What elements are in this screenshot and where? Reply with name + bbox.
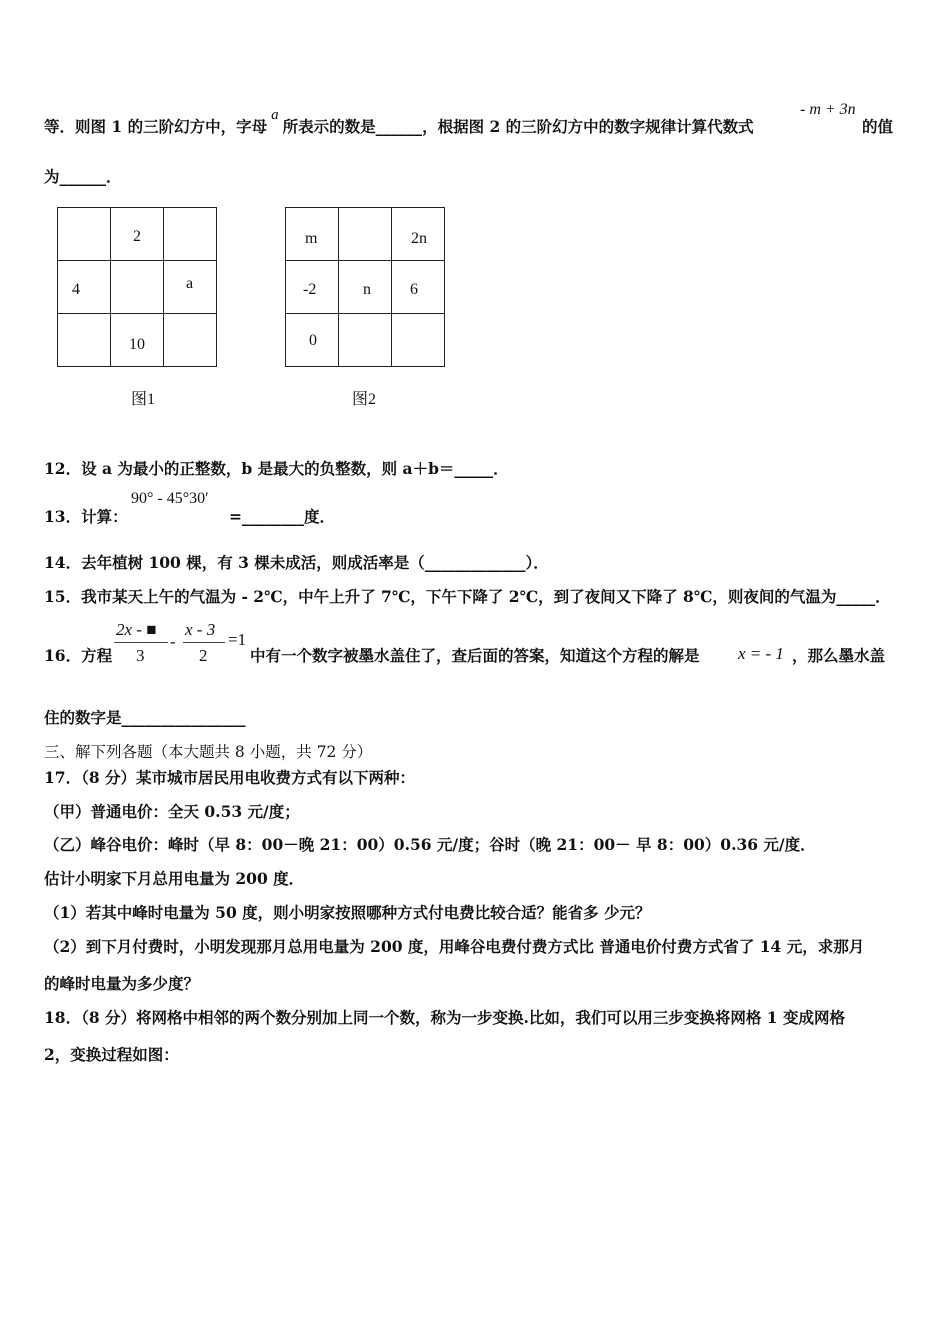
q17-option-2: （乙）峰谷电价：峰时（早 8：00－晚 21：00）0.56 元/度；谷时（晚 21：00－ 早 8：00）0.36 元/度． bbox=[44, 835, 816, 854]
fig1-cell: a bbox=[164, 261, 217, 314]
fig1-cell bbox=[111, 261, 164, 314]
q16-equals-one: =1 bbox=[228, 630, 247, 649]
fig1-caption: 图1 bbox=[131, 391, 156, 408]
q17-estimate: 估计小明家下月总用电量为 200 度． bbox=[44, 869, 305, 888]
q14: 14．去年植树 100 棵，有 3 棵未成活，则成活率是（_____________）． bbox=[44, 553, 549, 572]
q17-option-1: （甲）普通电价：全天 0.53 元/度； bbox=[44, 802, 300, 821]
q17-part-1: （1）若其中峰时电量为 50 度，则小明家按照哪种方式付电费比较合适？能省多 少元？ bbox=[44, 903, 651, 922]
q15: 15．我市某天上午的气温为 - 2℃，中午上升了 7℃，下午下降了 2℃，到了夜间又下降了 8℃，则夜间的气温为_____． bbox=[44, 587, 891, 606]
q16-minus: - bbox=[170, 632, 176, 651]
q12: 12．设 a 为最小的正整数，b 是最大的负整数，则 a＋b＝_____． bbox=[44, 459, 509, 478]
fig2-cell bbox=[339, 314, 392, 367]
q11-expression: - m + 3n bbox=[800, 101, 856, 118]
q16-tail: ，那么墨水盖 bbox=[792, 646, 886, 665]
fig1-cell bbox=[164, 314, 217, 367]
q16-solution: x = - 1 bbox=[738, 644, 784, 663]
fig2-cell: 2n bbox=[392, 208, 445, 261]
q16-denominator-1: 3 bbox=[136, 646, 145, 665]
fig1-cell: 4 bbox=[58, 261, 111, 314]
q16-fraction-bar-1 bbox=[114, 642, 168, 643]
fig2-cell bbox=[392, 314, 445, 367]
q13-label: 13．计算： bbox=[44, 507, 128, 526]
fig2-cell: 0 bbox=[286, 314, 339, 367]
q13-expression: 90° - 45°30′ bbox=[131, 490, 209, 507]
q11-line1 bbox=[44, 107, 754, 137]
q16-numerator-1: 2x - ■ bbox=[116, 620, 157, 639]
q18-line1: 18．（8 分）将网格中相邻的两个数分别加上同一个数，称为一步变换.比如，我们可以用三步变换将网格 1 变成网格 bbox=[44, 1008, 845, 1027]
q17-part-2-cont: 的峰时电量为多少度？ bbox=[44, 974, 200, 993]
q17-head: 17．（8 分）某市城市居民用电收费方式有以下两种： bbox=[44, 768, 416, 787]
q16-denominator-2: 2 bbox=[199, 646, 208, 665]
q16-fraction-bar-2 bbox=[183, 642, 225, 643]
fig2-cell: m bbox=[286, 208, 339, 261]
fig2-caption: 图2 bbox=[352, 391, 377, 408]
fig2-cell: 6 bbox=[392, 261, 445, 314]
q11-text-c: 的值 bbox=[862, 117, 894, 136]
q13-answer-blank: =________度． bbox=[229, 507, 335, 526]
q11-line2: 为______． bbox=[44, 167, 122, 186]
magic-square-fig2 bbox=[285, 207, 445, 367]
fig1-cell bbox=[58, 314, 111, 367]
q17-part-2: （2）到下月付费时，小明发现那月总用电量为 200 度，用峰谷电费付费方式比 普通电价付费方式省了 14 元，求那月 bbox=[44, 937, 865, 956]
q11-var-a: a bbox=[271, 107, 279, 123]
section-title: 三、解下列各题（本大题共 8 小题，共 72 分） bbox=[44, 743, 373, 761]
magic-square-fig1 bbox=[57, 207, 217, 367]
fig2-cell bbox=[339, 208, 392, 261]
fig1-cell bbox=[164, 208, 217, 261]
fig2-cell: -2 bbox=[286, 261, 339, 314]
q16-label: 16．方程 bbox=[44, 646, 113, 665]
fig1-cell: 2 bbox=[111, 208, 164, 261]
fig1-cell bbox=[58, 208, 111, 261]
q11-text-b: 所表示的数是______，根据图 2 的三阶幻方中的数字规律计算代数式 bbox=[282, 117, 754, 136]
q16-line2: 住的数字是________________ bbox=[44, 708, 246, 727]
q18-line2: 2，变换过程如图： bbox=[44, 1045, 179, 1064]
q16-numerator-2: x - 3 bbox=[185, 620, 216, 639]
fig1-cell: 10 bbox=[111, 314, 164, 367]
q16-text: 中有一个数字被墨水盖住了，查后面的答案，知道这个方程的解是 bbox=[250, 646, 700, 665]
fig2-cell: n bbox=[339, 261, 392, 314]
q11-text-a: 等．则图 1 的三阶幻方中，字母 bbox=[44, 117, 268, 136]
